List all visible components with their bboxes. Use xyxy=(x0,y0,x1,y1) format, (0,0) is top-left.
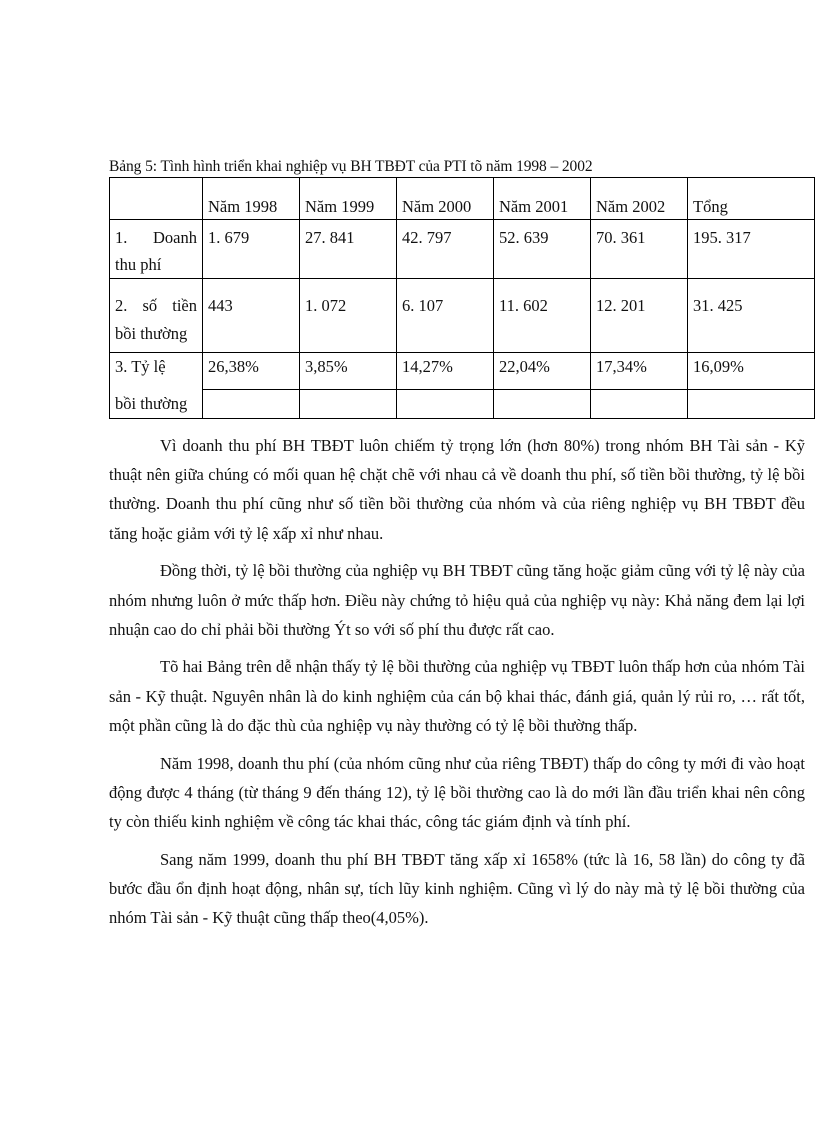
table-row xyxy=(110,220,815,279)
table-row-continuation xyxy=(110,390,815,419)
table-cell: 6. 107 xyxy=(397,279,494,353)
table-cell: 31. 425 xyxy=(688,279,815,353)
header-cell: Năm 2001 xyxy=(494,178,591,220)
table-cell: 12. 201 xyxy=(591,279,688,353)
table-cell: 70. 361 xyxy=(591,220,688,279)
paragraph: Tõ hai Bảng trên dễ nhận thấy tỷ lệ bồi thường của nghiệp vụ TBĐT luôn thấp hơn của nhóm Tài sản - Kỹ thuật. Nguyên nhân là do kinh nghiệm của cán bộ khai thác, đánh giá, quản lý rủi ro, … rất tốt, một phần cũng là do đặc thù của nghiệp vụ này thường có tỷ lệ bồi thường thấp. xyxy=(109,657,805,735)
table-row xyxy=(110,279,815,353)
table-cell: 27. 841 xyxy=(300,220,397,279)
header-cell: Tổng xyxy=(688,178,815,220)
table-header-row xyxy=(110,178,815,220)
table-row xyxy=(110,353,815,390)
header-cell: Năm 2002 xyxy=(591,178,688,220)
table-cell-empty xyxy=(397,390,494,419)
paragraph: Đồng thời, tỷ lệ bồi thường của nghiệp vụ BH TBĐT cũng tăng hoặc giảm cũng với tỷ lệ này của nhóm nhưng luôn ở mức thấp hơn. Điều này chứng tỏ hiệu quả của nghiệp vụ này: Khả năng đem lại lợi nhuận cao do chỉ phải bồi thường Ýt so với số phí thu được rất cao. xyxy=(109,561,805,639)
table-cell: 443 xyxy=(203,279,300,353)
table-cell-empty xyxy=(688,390,815,419)
data-table xyxy=(109,177,815,419)
paragraph: Vì doanh thu phí BH TBĐT luôn chiếm tỷ trọng lớn (hơn 80%) trong nhóm BH Tài sản - Kỹ thuật nên giữa chúng có mối quan hệ chặt chẽ với nhau cả về doanh thu phí, số tiền bồi thường, tỷ lệ bồi thường. Doanh thu phí cũng như số tiền bồi thường của nhóm và của riêng nghiệp vụ BH TBĐT đều tăng hoặc giảm với tỷ lệ xấp xỉ như nhau. xyxy=(109,436,805,543)
row-label: 2. số tiền bồi thường xyxy=(110,279,203,353)
header-cell: Năm 1998 xyxy=(203,178,300,220)
table-cell: 17,34% xyxy=(591,353,688,390)
table-cell-empty xyxy=(300,390,397,419)
row-label: 3. Tỷ lệ xyxy=(110,353,203,390)
header-cell: Năm 1999 xyxy=(300,178,397,220)
table-cell: 195. 317 xyxy=(688,220,815,279)
table-cell: 1. 679 xyxy=(203,220,300,279)
table-cell-empty xyxy=(203,390,300,419)
table-cell: 16,09% xyxy=(688,353,815,390)
table-cell-empty xyxy=(494,390,591,419)
table-caption: Bảng 5: Tình hình triển khai nghiệp vụ BH TBĐT của PTI tõ năm 1998 – 2002 xyxy=(109,158,593,175)
table-cell: 14,27% xyxy=(397,353,494,390)
row-label: 1. Doanh thu phí xyxy=(110,220,203,279)
table-cell: 1. 072 xyxy=(300,279,397,353)
body-text xyxy=(109,431,805,941)
paragraph: Sang năm 1999, doanh thu phí BH TBĐT tăng xấp xỉ 1658% (tức là 16, 58 lần) do công ty đã bước đầu ổn định hoạt động, nhân sự, tích lũy kinh nghiệm. Cũng vì lý do này mà tỷ lệ bồi thường của nhóm Tài sản - Kỹ thuật cũng thấp theo(4,05%). xyxy=(109,849,805,928)
table-cell: 22,04% xyxy=(494,353,591,390)
table-cell: 42. 797 xyxy=(397,220,494,279)
table-cell-empty xyxy=(591,390,688,419)
paragraph: Năm 1998, doanh thu phí (của nhóm cũng như của riêng TBĐT) thấp do công ty mới đi vào hoạt động được 4 tháng (từ tháng 9 đến tháng 12), tỷ lệ bồi thường cao là do mới lần đầu triển khai nên công ty còn thiếu kinh nghiệm về công tác khai thác, công tác giám định và tính phí. xyxy=(109,753,805,831)
header-cell xyxy=(110,178,203,220)
header-cell: Năm 2000 xyxy=(397,178,494,220)
table-cell: 11. 602 xyxy=(494,279,591,353)
table-cell: 52. 639 xyxy=(494,220,591,279)
table-cell: 3,85% xyxy=(300,353,397,390)
row-label-continued: bồi thường xyxy=(110,390,203,419)
table-cell: 26,38% xyxy=(203,353,300,390)
